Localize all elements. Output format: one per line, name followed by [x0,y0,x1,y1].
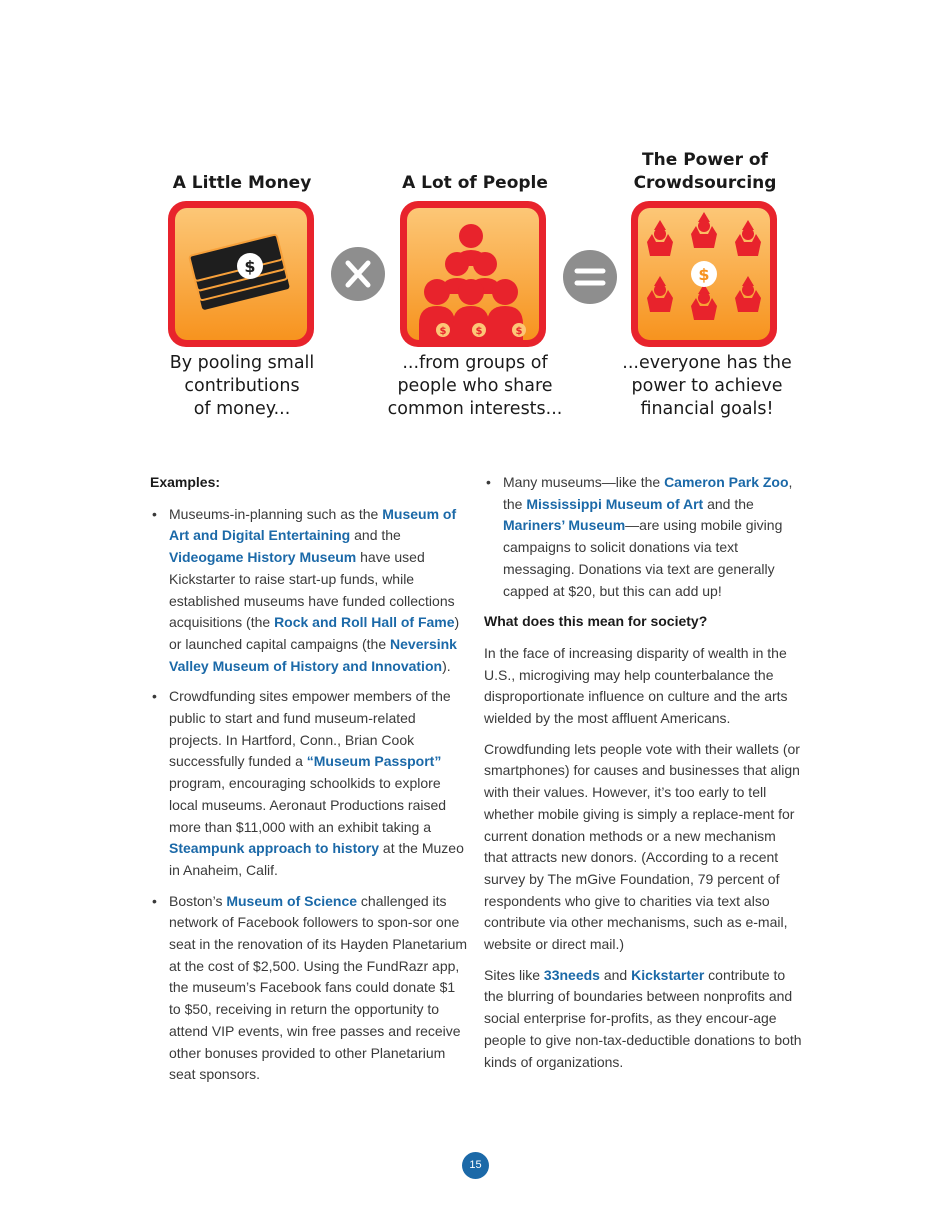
text-run: —are using mobile giving campaigns to solicit donations via text messaging. Donations via text are generally capped at $20, but this can add up! [503,517,783,599]
society-heading: What does this mean for society? [484,613,708,630]
caption-line: ...from groups of [402,353,548,373]
list-item [150,686,468,881]
inline-link[interactable]: “Museum Passport” [306,753,442,770]
text-run: Museums-in-planning such as the [169,505,383,522]
panel-title-line: A Little Money [172,173,312,193]
panel-lot-of-people [390,172,560,195]
text-run: Sites like [484,966,544,983]
text-run: at the Muzeo in Anaheim, Calif. [169,840,464,878]
dollar-sign: $ [244,257,256,276]
people-tile [400,201,546,347]
text-run: Boston’s [169,892,227,909]
caption-line: contributions [184,376,300,396]
text-run: In the face of increasing disparity of wealth in the U.S., microgiving may help counterbalance the disproportionate influence on culture and the arts wielded by the most affluent Americans. [484,644,788,727]
dollar-sign: $ [475,326,483,337]
text-run: ) or launched capital campaigns (the [169,614,460,652]
inline-link[interactable]: Neversink Valley Museum of History and Innovation [169,635,457,674]
right-column [484,472,802,1082]
caption-line: By pooling small [169,353,315,373]
paragraph [484,739,802,956]
museums-list [484,472,802,602]
text-run: , the [503,474,793,512]
text-run: Many museums—like the [503,474,665,490]
caption-line: financial goals! [640,399,774,419]
dollar-sign: $ [439,326,447,337]
inline-link[interactable]: Steampunk approach to history [169,840,380,857]
panel-caption-3 [610,352,804,421]
inline-link[interactable]: Museum of Science [226,892,358,909]
panel-caption-2 [378,352,572,421]
inline-link[interactable]: Museum of Art and Digital Entertaining [169,505,457,544]
text-run: challenged its network of Facebook followers to spon-sor one seat in the renovation of its Hayden Planetarium at the cost of $2,500. Using the FundRazr app, the museum’s Facebook fans could donate $1 to $50, receiving in return the opportunity to attend VIP events, win free passes and receive other bonuses provided to other Planetarium seat sponsors. [169,892,468,1083]
inline-link[interactable]: Rock and Roll Hall of Fame [274,614,455,631]
crowdsourcing-diagram [0,0,950,440]
list-item [150,891,468,1086]
paragraph [484,965,802,1074]
panel-title [158,172,326,195]
equals-icon [563,250,617,304]
examples-heading: Examples: [150,474,221,490]
crowd-tile [631,201,777,347]
panel-title-line: Crowdsourcing [633,173,777,193]
text-run: ). [442,657,451,674]
list-item [484,472,802,602]
panel-title-line: A Lot of People [402,173,548,193]
text-run: and the [703,495,754,512]
caption-line: people who share [397,376,553,396]
list-item [150,504,468,678]
panel-power-of-crowdsourcing [620,149,790,195]
paragraph [484,643,802,730]
inline-link[interactable]: Mariners’ Museum [503,517,626,534]
text-run: and [599,966,632,983]
text-run: and the [350,527,401,544]
inline-link[interactable]: Cameron Park Zoo [664,474,789,490]
panel-title [390,172,560,195]
text-run: have used Kickstarter to raise start-up funds, while established museums have funded collections acquisitions (the [169,549,455,631]
money-tile [168,201,314,347]
text-run: Crowdfunding lets people vote with their wallets (or smartphones) for causes and businesses that align with their values. However, it’s too early to tell whether mobile giving is simply a replace-ment for current donation methods or a new mechanism that attracts new donors. (According to a recent survey by The mGive Foundation, 79 percent of respondents who give to charities via text also contribute via other mechanisms, such as e-mail, website or direct mail.) [484,740,800,953]
panel-caption-1 [148,352,336,421]
inline-link[interactable]: Videogame History Museum [169,549,357,566]
inline-link[interactable]: Mississippi Museum of Art [526,495,704,512]
inline-link[interactable]: 33needs [543,966,600,983]
text-run: contribute to the blurring of boundaries between nonprofits and social enterprise for-profits, as they encour-age people to give non-tax-deductible donations to both kinds of organizations. [484,966,802,1070]
panel-title-line: The Power of [642,150,768,170]
dollar-sign: $ [515,326,523,337]
text-run: program, encouraging schoolkids to explore local museums. Aeronaut Productions raised more than $11,000 with an exhibit taking a [169,775,447,835]
caption-line: ...everyone has the [622,353,792,373]
text-run: Crowdfunding sites empower members of the public to start and fund museum-related projects. In Hartford, Conn., Brian Cook successfully funded a [169,688,451,770]
examples-list [150,504,468,1086]
caption-line: common interests... [387,399,563,419]
caption-line: of money... [193,399,291,419]
crowd-icon [638,208,770,340]
caption-line: power to achieve [631,376,783,396]
people-icon [407,208,539,340]
panel-title [620,149,790,195]
money-icon [175,208,307,340]
inline-link[interactable]: Kickstarter [631,966,705,983]
dollar-sign: $ [698,265,710,284]
multiply-icon [331,247,385,301]
page-number: 15 [462,1152,489,1179]
left-column [150,472,468,1095]
panel-little-money [158,172,326,195]
